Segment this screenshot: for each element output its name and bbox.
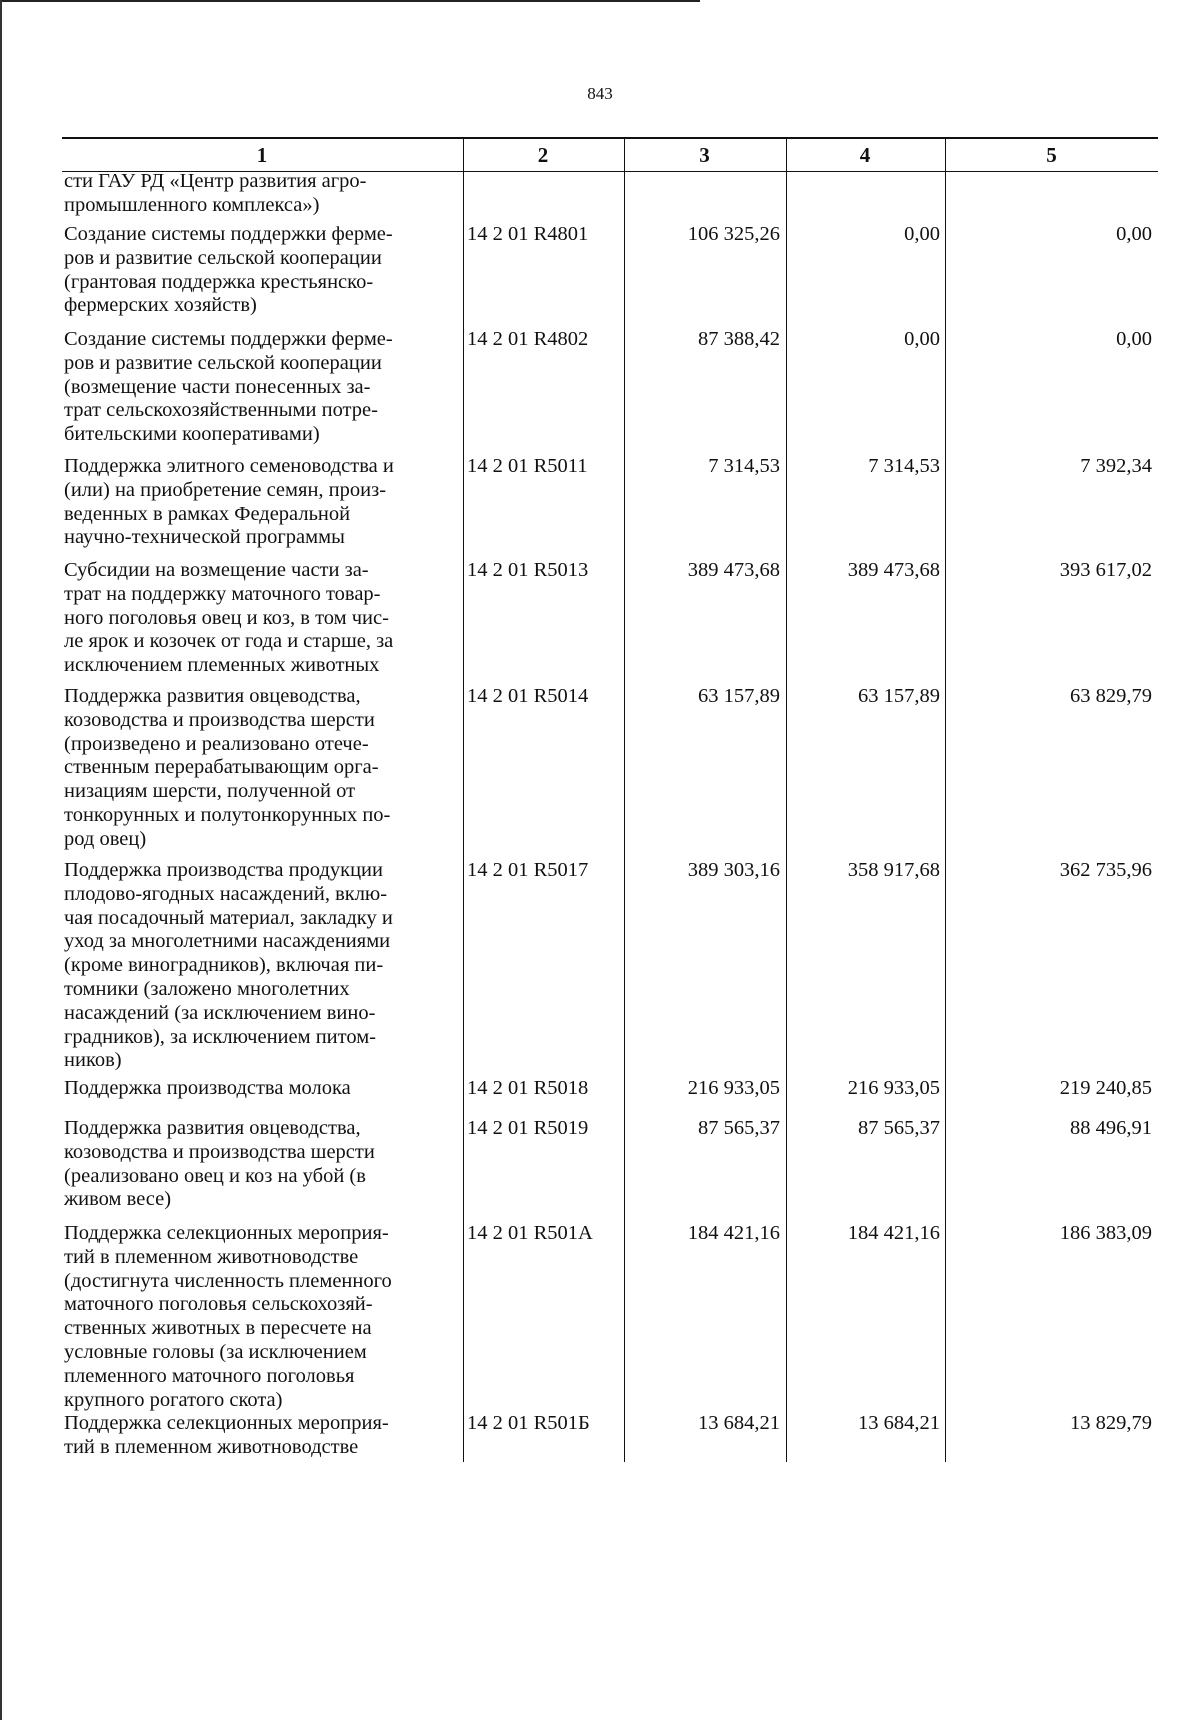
row-code: 14 2 01 R5018 — [467, 1077, 589, 1099]
row-value-col4: 87 565,37 — [858, 1117, 940, 1139]
row-value-col4: 184 421,16 — [847, 1222, 940, 1244]
row-name-line: Субсидии на возмещение части за- — [64, 559, 369, 581]
row-name-line: научно-технической программы — [64, 526, 345, 549]
row-name-line: род овец) — [64, 827, 147, 850]
row-code: 14 2 01 R5014 — [467, 685, 589, 707]
page-number: 843 — [587, 84, 613, 103]
row-value-col4: 0,00 — [904, 223, 940, 245]
row-name — [64, 859, 462, 1073]
row-name-line: (кроме виноградников), включая пи- — [64, 954, 384, 977]
row-name-line: градников), за исключением питом- — [64, 1025, 377, 1048]
row-name-line: веденных в рамках Федеральной — [64, 502, 351, 525]
row-value-col3: 106 325,26 — [687, 223, 780, 245]
row-name-line: ного поголовья овец и коз, в том чис- — [64, 606, 389, 629]
scan-edge-left — [0, 0, 2, 1720]
row-name — [64, 1077, 462, 1101]
row-name-line: козоводства и производства шерсти — [64, 708, 375, 731]
row-value-col4: 358 917,68 — [847, 859, 940, 881]
row-name-line: тонкорунных и полутонкорунных по- — [64, 803, 391, 826]
row-name-line: (произведено и реализовано отече- — [64, 732, 369, 755]
column-divider-4 — [945, 139, 946, 1462]
row-name-line: низациям шерсти, полученной от — [64, 780, 356, 803]
row-value-col3: 63 157,89 — [698, 685, 780, 707]
scan-edge-top — [0, 0, 700, 2]
row-name-line: Поддержка производства продукции — [64, 859, 384, 881]
row-name-line: ственным перерабатывающим орга- — [64, 756, 379, 779]
header-col-5: 5 — [1046, 143, 1057, 167]
row-code: 14 2 01 R5017 — [467, 859, 589, 881]
row-name-line: насаждений (за исключением вино- — [64, 1001, 376, 1024]
row-name-line: чая посадочный материал, закладку и — [64, 906, 393, 929]
row-name-line: козоводства и производства шерсти — [64, 1140, 375, 1163]
row-code: 14 2 01 R501Б — [467, 1412, 590, 1434]
row-value-col3: 7 314,53 — [708, 455, 780, 477]
row-name-line: сти ГАУ РД «Центр развития агро- — [64, 170, 367, 192]
row-name — [64, 1222, 462, 1412]
row-name-line: (или) на приобретение семян, произ- — [64, 478, 387, 501]
column-divider-1 — [463, 139, 464, 1462]
row-value-col4: 389 473,68 — [847, 559, 940, 581]
row-value-col3: 87 388,42 — [698, 328, 780, 350]
row-name-line: ственных животных в пересчете на — [64, 1317, 372, 1340]
row-name-line: томники (заложено многолетних — [64, 977, 350, 1000]
row-name-line: Создание системы поддержки ферме- — [64, 328, 393, 350]
row-name-line: Поддержка производства молока — [64, 1077, 351, 1099]
row-name-line: трат сельскохозяйственными потре- — [64, 399, 378, 422]
row-value-col3: 87 565,37 — [698, 1117, 780, 1139]
row-value-col5: 186 383,09 — [1059, 1222, 1152, 1244]
row-value-col4: 13 684,21 — [858, 1412, 940, 1434]
row-value-col4: 0,00 — [904, 328, 940, 350]
row-name-line: фермерских хозяйств) — [64, 294, 257, 317]
row-name-line: ров и развитие сельской кооперации — [64, 351, 382, 374]
row-name-line: маточного поголовья сельскохозяй- — [64, 1293, 373, 1316]
row-name-line: Поддержка элитного семеноводства и — [64, 455, 394, 477]
row-code: 14 2 01 R5013 — [467, 559, 589, 581]
row-name-line: (реализовано овец и коз на убой (в — [64, 1164, 366, 1187]
row-name-line: (достигнута численность племенного — [64, 1269, 392, 1292]
row-name-line: (возмещение части понесенных за- — [64, 375, 371, 398]
row-name — [64, 170, 462, 218]
row-name — [64, 685, 462, 852]
row-name-line: ров и развитие сельской кооперации — [64, 246, 382, 269]
row-name-line: уход за многолетними насаждениями — [64, 930, 391, 953]
row-code: 14 2 01 R5011 — [467, 455, 588, 477]
column-divider-2 — [624, 139, 625, 1462]
row-name — [64, 328, 462, 447]
row-name-line: тий в племенном животноводстве — [64, 1435, 359, 1458]
row-value-col3: 13 684,21 — [698, 1412, 780, 1434]
row-name — [64, 455, 462, 550]
row-name-line: плодово-ягодных насаждений, вклю- — [64, 882, 388, 905]
row-name-line: живом весе) — [64, 1188, 172, 1211]
row-value-col5: 13 829,79 — [1070, 1412, 1152, 1434]
row-value-col4: 63 157,89 — [858, 685, 940, 707]
column-divider-3 — [786, 139, 787, 1462]
row-name-line: ле ярок и козочек от года и старше, за — [64, 630, 394, 653]
header-col-1: 1 — [256, 143, 268, 167]
row-value-col5: 0,00 — [1116, 223, 1152, 245]
row-value-col3: 389 303,16 — [687, 859, 780, 881]
row-value-col5: 362 735,96 — [1059, 859, 1152, 881]
row-value-col4: 7 314,53 — [868, 455, 940, 477]
row-name-line: Поддержка селекционных мероприя- — [64, 1412, 389, 1434]
row-name — [64, 223, 462, 318]
row-code: 14 2 01 R501А — [467, 1222, 593, 1244]
row-name-line: Поддержка селекционных мероприя- — [64, 1222, 389, 1244]
row-code: 14 2 01 R4802 — [467, 328, 589, 350]
row-value-col3: 389 473,68 — [687, 559, 780, 581]
row-code: 14 2 01 R4801 — [467, 223, 589, 245]
row-name-line: племенного маточного поголовья — [64, 1364, 355, 1387]
row-value-col3: 216 933,05 — [687, 1077, 780, 1099]
row-name-line: тий в племенном животноводстве — [64, 1245, 359, 1268]
header-col-2: 2 — [537, 143, 549, 167]
row-value-col5: 0,00 — [1116, 328, 1152, 350]
table-header-row — [62, 139, 1158, 172]
row-name-line: ников) — [64, 1049, 122, 1072]
row-value-col5: 393 617,02 — [1059, 559, 1152, 581]
row-name-line: Поддержка развития овцеводства, — [64, 1117, 361, 1139]
row-name-line: бительскими кооперативами) — [64, 423, 320, 446]
row-value-col5: 88 496,91 — [1070, 1117, 1152, 1139]
row-value-col3: 184 421,16 — [687, 1222, 780, 1244]
row-value-col5: 63 829,79 — [1070, 685, 1152, 707]
row-value-col5: 7 392,34 — [1080, 455, 1152, 477]
row-name-line: (грантовая поддержка крестьянско- — [64, 270, 374, 293]
row-name-line: условные головы (за исключением — [64, 1340, 367, 1363]
row-name — [64, 559, 462, 678]
row-code: 14 2 01 R5019 — [467, 1117, 589, 1139]
header-col-3: 3 — [699, 143, 710, 167]
row-name-line: трат на поддержку маточного товар- — [64, 582, 381, 605]
row-name — [64, 1117, 462, 1212]
row-value-col5: 219 240,85 — [1059, 1077, 1152, 1099]
row-name-line: Создание системы поддержки ферме- — [64, 223, 393, 245]
header-col-4: 4 — [859, 143, 871, 167]
row-name-line: крупного рогатого скота) — [64, 1388, 283, 1411]
row-name-line: исключением племенных животных — [64, 654, 380, 677]
row-name — [64, 1412, 462, 1460]
row-name-line: Поддержка развития овцеводства, — [64, 685, 361, 707]
row-name-line: промышленного комплекса») — [64, 193, 320, 216]
row-value-col4: 216 933,05 — [847, 1077, 940, 1099]
